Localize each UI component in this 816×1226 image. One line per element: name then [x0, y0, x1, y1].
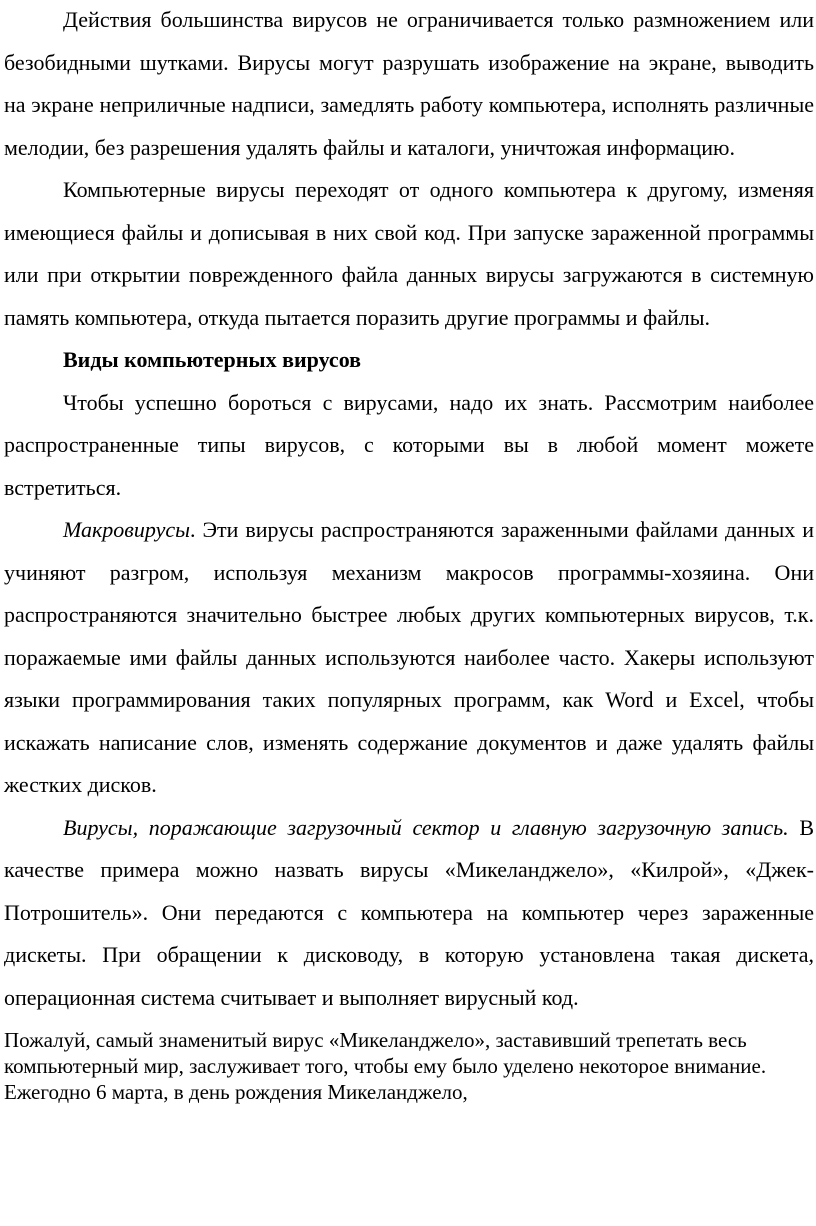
- paragraph-virus-spread: [0, 169, 814, 339]
- paragraph-boot-sector-viruses: [0, 807, 814, 1020]
- section-heading: [0, 339, 814, 382]
- paragraph-text: Компьютерные вирусы переходят от одного компьютера к другому, изменяя имеющиеся файлы и дописывая в них свой код. При запуске зараженной программы или при открытии поврежденного файла данных вирусы загружаются в системную память компьютера, откуда пытается поразить другие программы и файлы.: [4, 177, 814, 330]
- paragraph-text: В качестве примера можно назвать вирусы «Микеланджело», «Килрой», «Джек- Потрошитель». Они передаются с компьютера на компьютер через зараженные дискеты. При обращении к дисководу, в которую установлена такая дискета, операционная система считывает и выполняет вирусный код.: [4, 814, 814, 1010]
- paragraph-text: Пожалуй, самый знаменитый вирус «Микеланджело», заставивший трепетать весь компьютерный мир, заслуживает того, чтобы ему было уделено некоторое внимание. Ежегодно 6 марта, в день рождения Микеланджело,: [4, 1028, 767, 1104]
- paragraph-michelangelo: [0, 1027, 804, 1105]
- paragraph-virus-actions: [0, 0, 814, 169]
- paragraph-text: Действия большинства вирусов не ограничивается только размножением или безобидными шутками. Вирусы могут разрушать изображение на экране, выводить на экране неприличные надписи, замедлять работу компьютера, исполнять различные мелодии, без разрешения удалять файлы и каталоги, уничтожая информацию.: [4, 7, 814, 160]
- paragraph-text: . Эти вирусы распространяются зараженными файлами данных и учиняют разгром, используя механизм макросов программы-хозяина. Они распространяются значительно быстрее любых других компьютерных вирусов, т.к. поражаемые ими файлы данных используются наиболее часто. Хакеры используют языки программирования таких популярных программ, как Word и Excel, чтобы искажать написание слов, изменять содержание документов и даже удалять файлы жестких дисков.: [4, 517, 814, 797]
- heading-text: Виды компьютерных вирусов: [63, 347, 362, 372]
- italic-term: Вирусы, поражающие загрузочный сектор и главную загрузочную запись.: [63, 814, 789, 840]
- italic-term: Макровирусы: [63, 517, 190, 542]
- paragraph-know-viruses: [0, 382, 814, 510]
- paragraph-text: Чтобы успешно бороться с вирусами, надо их знать. Рассмотрим наиболее распространенные типы вирусов, с которыми вы в любой момент можете встретиться.: [4, 389, 814, 500]
- paragraph-macroviruses: [0, 509, 814, 807]
